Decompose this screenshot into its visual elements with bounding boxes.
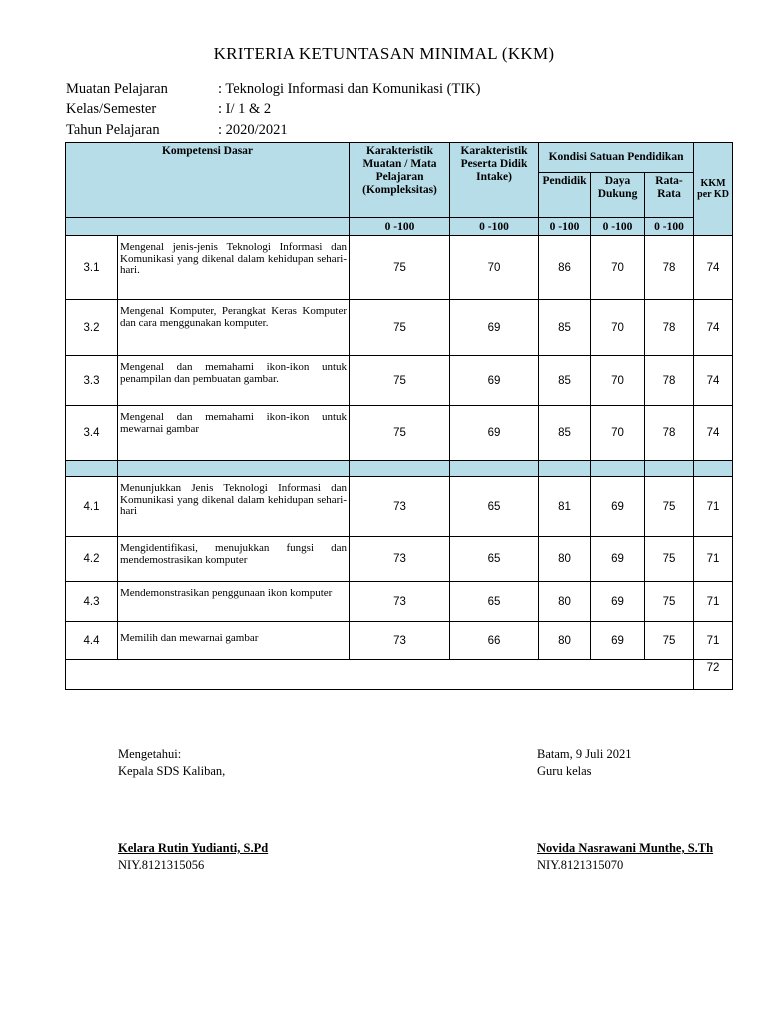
signature-right-line2: Guru kelas [537, 764, 592, 778]
value-rata-rata: 78 [645, 236, 694, 300]
value-kkm: 74 [694, 300, 733, 356]
value-pendidik: 85 [539, 300, 591, 356]
signature-left-id: NIY.8121315056 [118, 858, 205, 872]
info-value: : 2020/2021 [218, 122, 288, 138]
total-row [66, 660, 733, 690]
value-kkm: 74 [694, 356, 733, 406]
info-value: : Teknologi Informasi dan Komunikasi (TIK) [218, 81, 481, 97]
info-label: Muatan Pelajaran [66, 81, 168, 97]
kd-description: Mengenal dan memahami ikon-ikon untuk mewarnai gambar [118, 406, 350, 461]
table-row [66, 236, 733, 300]
info-label: Kelas/Semester [66, 101, 157, 117]
range-cell: 0 -100 [645, 218, 694, 236]
table-row [66, 537, 733, 582]
range-cell: 0 -100 [450, 218, 539, 236]
total-kkm: 72 [694, 660, 733, 690]
section-divider [66, 461, 733, 477]
table-row [66, 406, 733, 461]
value-kkm: 71 [694, 537, 733, 582]
value-kompleksitas: 75 [350, 300, 450, 356]
value-daya-dukung: 70 [591, 300, 645, 356]
value-kkm: 71 [694, 477, 733, 537]
value-pendidik: 80 [539, 622, 591, 660]
kd-description: Mengenal jenis-jenis Teknologi Informasi dan Komunikasi yang dikenal dalam kehidupan sehari-hari. [118, 236, 350, 300]
value-pendidik: 85 [539, 356, 591, 406]
total-blank [66, 660, 694, 690]
header-pendidik: Pendidik [539, 173, 591, 218]
header-karakteristik-peserta: Karakteristik Peserta Didik Intake) [450, 143, 539, 218]
signature-left [118, 746, 268, 874]
value-kompleksitas: 75 [350, 406, 450, 461]
table-row [66, 622, 733, 660]
value-pendidik: 80 [539, 582, 591, 622]
value-intake: 69 [450, 406, 539, 461]
value-pendidik: 86 [539, 236, 591, 300]
value-daya-dukung: 69 [591, 622, 645, 660]
signature-right-name: Novida Nasrawani Munthe, S.Th [537, 841, 714, 855]
signature-right-line1: Batam, 9 Juli 2021 [537, 747, 632, 761]
table-row [66, 477, 733, 537]
document-title: KRITERIA KETUNTASAN MINIMAL (KKM) [213, 44, 555, 63]
kd-number: 4.1 [66, 477, 118, 537]
value-daya-dukung: 69 [591, 477, 645, 537]
header-karakteristik-mapel: Karakteristik Muatan / Mata Pelajaran (Kompleksitas) [350, 143, 450, 218]
header-daya-dukung: Daya Dukung [591, 173, 645, 218]
table-row [66, 582, 733, 622]
info-label: Tahun Pelajaran [66, 122, 160, 138]
value-intake: 66 [450, 622, 539, 660]
value-kkm: 74 [694, 236, 733, 300]
value-pendidik: 80 [539, 537, 591, 582]
header-kompetensi-dasar: Kompetensi Dasar [66, 143, 350, 218]
kd-number: 3.3 [66, 356, 118, 406]
kd-description: Mengidentifikasi, menujukkan fungsi dan mendemostrasikan komputer [118, 537, 350, 582]
value-daya-dukung: 70 [591, 236, 645, 300]
value-kompleksitas: 73 [350, 622, 450, 660]
value-daya-dukung: 70 [591, 406, 645, 461]
value-intake: 65 [450, 537, 539, 582]
value-rata-rata: 78 [645, 406, 694, 461]
header-kkm-per-kd: KKM per KD [694, 143, 733, 236]
value-kompleksitas: 73 [350, 537, 450, 582]
value-daya-dukung: 69 [591, 582, 645, 622]
kd-number: 3.1 [66, 236, 118, 300]
value-kompleksitas: 73 [350, 477, 450, 537]
kd-number: 3.2 [66, 300, 118, 356]
header-kondisi-satuan: Kondisi Satuan Pendidikan [539, 143, 694, 173]
value-pendidik: 81 [539, 477, 591, 537]
value-kompleksitas: 73 [350, 582, 450, 622]
value-intake: 65 [450, 477, 539, 537]
header-blank [66, 218, 350, 236]
value-intake: 65 [450, 582, 539, 622]
range-cell: 0 -100 [350, 218, 450, 236]
value-rata-rata: 75 [645, 622, 694, 660]
value-intake: 70 [450, 236, 539, 300]
table-row [66, 356, 733, 406]
kd-number: 4.4 [66, 622, 118, 660]
value-rata-rata: 75 [645, 477, 694, 537]
signature-left-name: Kelara Rutin Yudianti, S.Pd [118, 841, 269, 855]
value-kompleksitas: 75 [350, 236, 450, 300]
kkm-table [65, 142, 733, 690]
kd-number: 3.4 [66, 406, 118, 461]
kd-description: Memilih dan mewarnai gambar [118, 622, 350, 660]
value-rata-rata: 75 [645, 582, 694, 622]
value-kkm: 71 [694, 622, 733, 660]
signature-right-id: NIY.8121315070 [537, 858, 624, 872]
signature-right [537, 746, 713, 874]
table-row [66, 300, 733, 356]
header-rata-rata: Rata-Rata [645, 173, 694, 218]
kd-description: Mendemonstrasikan penggunaan ikon komputer [118, 582, 350, 622]
value-rata-rata: 78 [645, 356, 694, 406]
kd-number: 4.3 [66, 582, 118, 622]
value-intake: 69 [450, 356, 539, 406]
value-rata-rata: 78 [645, 300, 694, 356]
info-value: : I/ 1 & 2 [218, 101, 272, 117]
value-kompleksitas: 75 [350, 356, 450, 406]
value-kkm: 71 [694, 582, 733, 622]
kd-description: Mengenal Komputer, Perangkat Keras Komputer dan cara menggunakan komputer. [118, 300, 350, 356]
signature-left-line2: Kepala SDS Kaliban, [118, 764, 226, 778]
range-cell: 0 -100 [591, 218, 645, 236]
value-pendidik: 85 [539, 406, 591, 461]
kd-description: Menunjukkan Jenis Teknologi Informasi dan Komunikasi yang dikenal dalam kehidupan sehari-hari [118, 477, 350, 537]
kd-description: Mengenal dan memahami ikon-ikon untuk penampilan dan pembuatan gambar. [118, 356, 350, 406]
kd-number: 4.2 [66, 537, 118, 582]
range-cell: 0 -100 [539, 218, 591, 236]
value-daya-dukung: 70 [591, 356, 645, 406]
value-daya-dukung: 69 [591, 537, 645, 582]
value-rata-rata: 75 [645, 537, 694, 582]
value-intake: 69 [450, 300, 539, 356]
signature-left-line1: Mengetahui: [118, 747, 182, 761]
value-kkm: 74 [694, 406, 733, 461]
